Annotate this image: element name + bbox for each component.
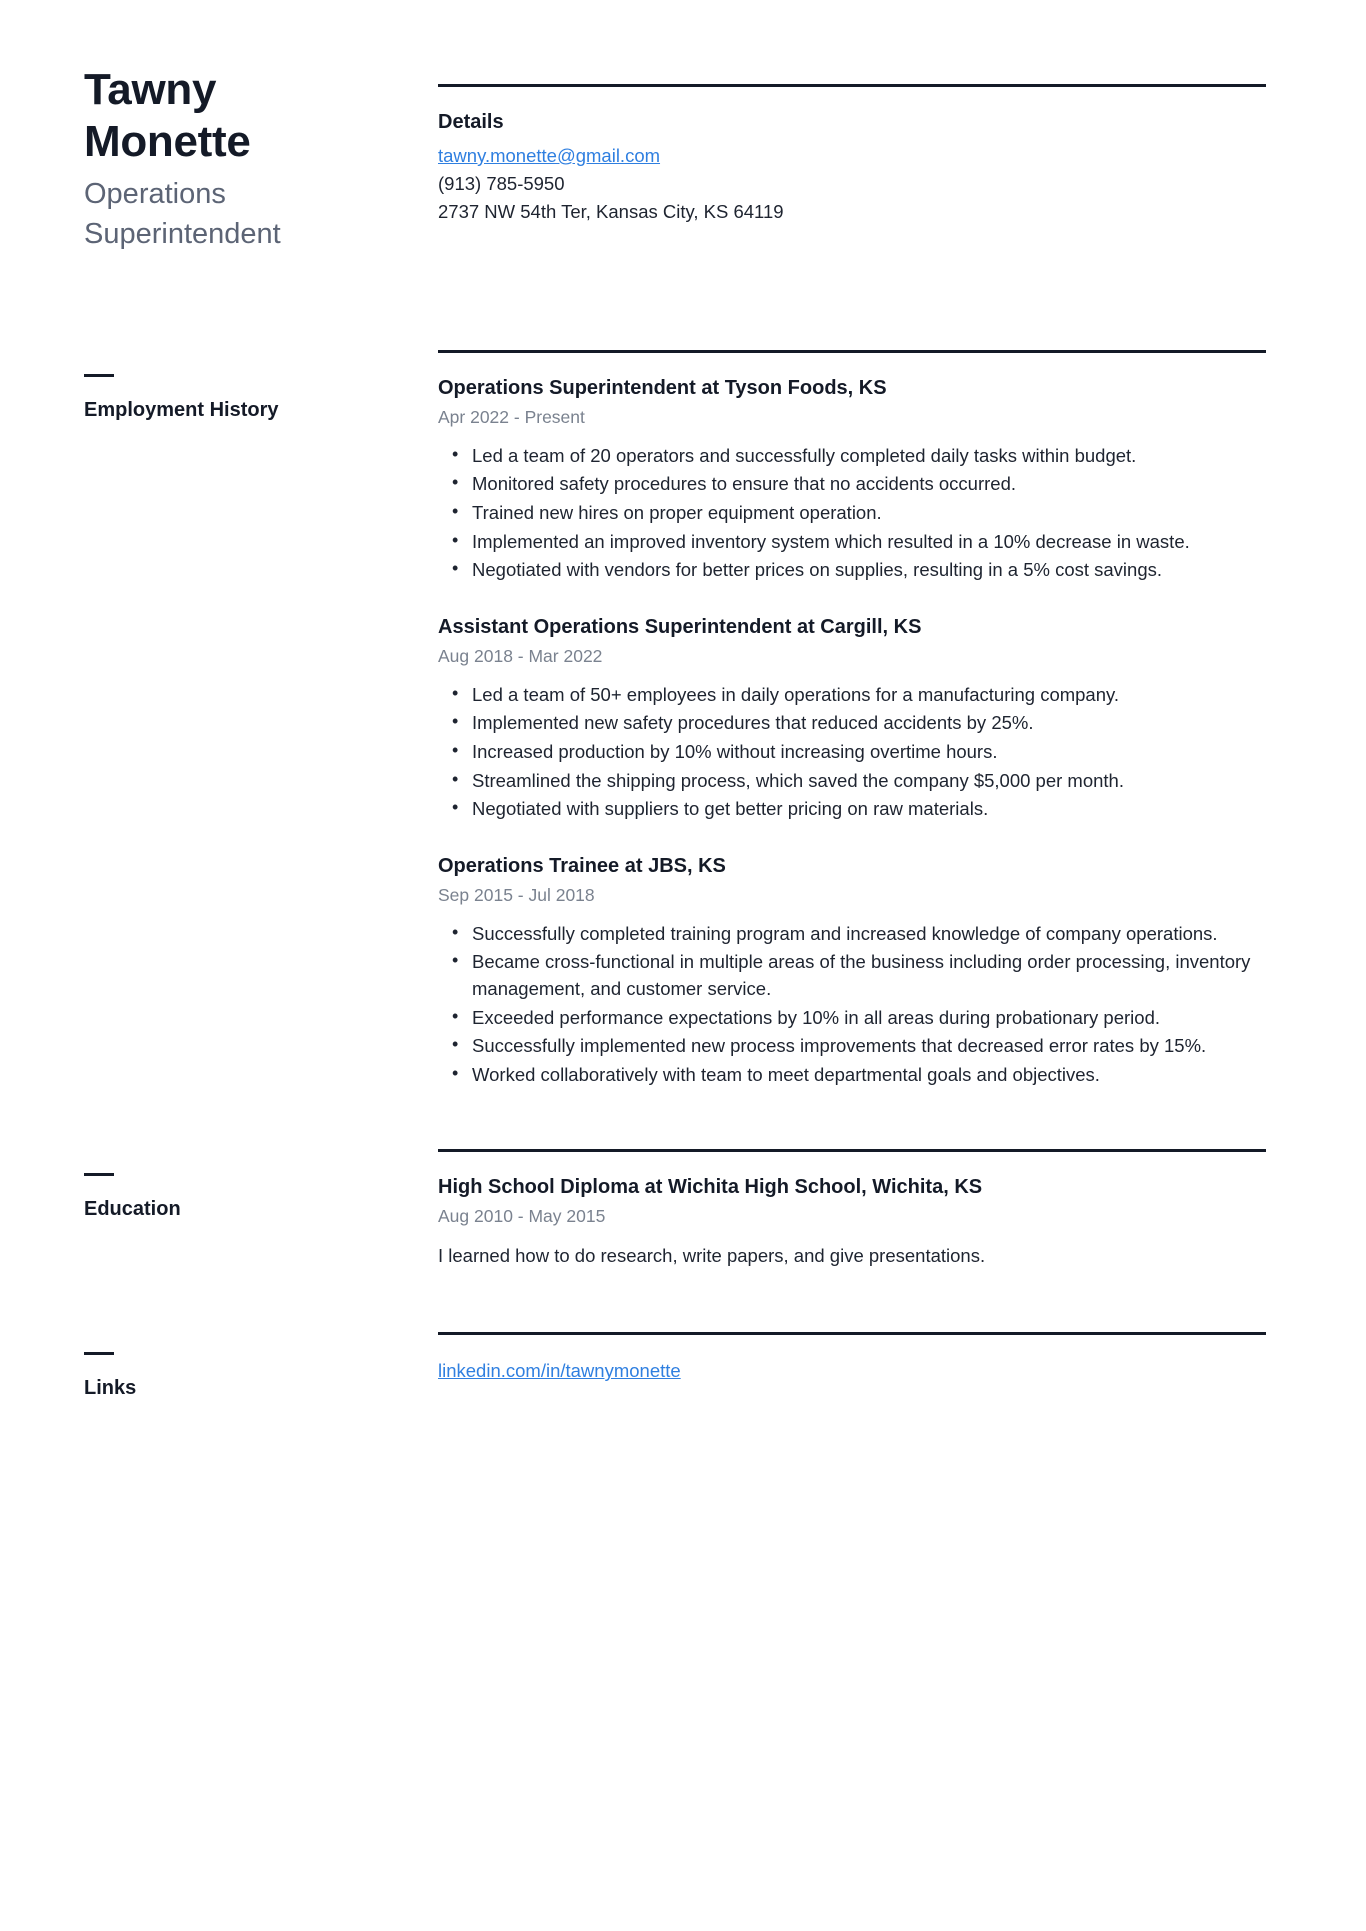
employment-entry — [438, 853, 1266, 1089]
employment-bullet-list — [438, 921, 1266, 1089]
education-section — [438, 1149, 1266, 1271]
sidebar-employment-block — [84, 370, 414, 423]
list-item: • Negotiated with suppliers to get better pricing on raw materials. — [472, 796, 1266, 823]
employment-section — [438, 350, 1266, 1091]
links-row — [84, 1270, 1266, 1401]
list-item: • Successfully implemented new process improvements that decreased error rates by 15%. — [472, 1033, 1266, 1060]
employment-entry-date: Aug 2018 - Mar 2022 — [438, 646, 603, 667]
education-row — [84, 1091, 1266, 1271]
education-entry — [438, 1174, 1266, 1271]
header-name-block — [84, 64, 438, 254]
email-link[interactable]: tawny.monette@gmail.com — [438, 145, 661, 166]
list-item: • Streamlined the shipping process, which saved the company $5,000 per month. — [472, 768, 1266, 795]
list-item: • Successfully completed training program and increased knowledge of company operations. — [472, 921, 1266, 948]
list-item: • Led a team of 20 operators and successfully completed daily tasks within budget. — [472, 443, 1266, 470]
sidebar-links — [84, 1348, 438, 1401]
details-heading: Details — [438, 111, 504, 133]
list-item: • Worked collaboratively with team to meet departmental goals and objectives. — [472, 1062, 1266, 1089]
sidebar-label-links: Links — [84, 1377, 137, 1400]
dash-marker-icon — [84, 374, 114, 377]
last-name: Monette — [84, 116, 251, 166]
sidebar-label-employment: Employment History — [84, 398, 279, 421]
sidebar-education-block — [84, 1169, 414, 1222]
list-item: • Increased production by 10% without increasing overtime hours. — [472, 739, 1266, 766]
list-item: • Exceeded performance expectations by 10% in all areas during probationary period. — [472, 1005, 1266, 1032]
employment-entry-date: Apr 2022 - Present — [438, 407, 585, 428]
employment-entry-date: Sep 2015 - Jul 2018 — [438, 885, 595, 906]
sidebar-education — [84, 1169, 438, 1222]
education-divider — [438, 1149, 1266, 1152]
list-item: • Implemented an improved inventory system which resulted in a 10% decrease in waste. — [472, 529, 1266, 556]
employment-entry-title: Operations Trainee at JBS, KS — [438, 854, 726, 877]
links-section — [438, 1332, 1266, 1385]
dash-marker-icon — [84, 1352, 114, 1355]
education-entry-title: High School Diploma at Wichita High School, Wichita, KS — [438, 1175, 983, 1198]
page-title — [84, 64, 414, 168]
employment-entry — [438, 614, 1266, 823]
employment-entry-title: Assistant Operations Superintendent at Cargill, KS — [438, 615, 922, 638]
employment-bullet-list — [438, 443, 1266, 584]
list-item: • Monitored safety procedures to ensure that no accidents occurred. — [472, 471, 1266, 498]
details-divider — [438, 84, 1266, 87]
details-section — [438, 84, 1266, 226]
header-row — [84, 64, 1266, 254]
job-subtitle-line2: Superintendent — [84, 217, 281, 250]
list-item: • Trained new hires on proper equipment operation. — [472, 500, 1266, 527]
details-email-row — [438, 142, 1266, 170]
links-divider — [438, 1332, 1266, 1335]
employment-divider — [438, 350, 1266, 353]
list-item: • Became cross-functional in multiple areas of the business including order processing, inventory management, and customer service. — [472, 949, 1266, 1002]
sidebar-links-block — [84, 1348, 414, 1401]
address-text: 2737 NW 54th Ter, Kansas City, KS 64119 — [438, 201, 784, 223]
education-entry-date: Aug 2010 - May 2015 — [438, 1205, 606, 1226]
employment-bullet-list — [438, 682, 1266, 823]
list-item: • Led a team of 50+ employees in daily operations for a manufacturing company. — [472, 682, 1266, 709]
job-subtitle-line1: Operations — [84, 177, 226, 210]
dash-marker-icon — [84, 1173, 114, 1176]
list-item: • Negotiated with vendors for better prices on supplies, resulting in a 5% cost savings. — [472, 557, 1266, 584]
employment-entry — [438, 375, 1266, 584]
list-item: • Implemented new safety procedures that reduced accidents by 25%. — [472, 710, 1266, 737]
job-subtitle — [84, 174, 414, 254]
linkedin-link[interactable]: linkedin.com/in/tawnymonette — [438, 1360, 681, 1382]
sidebar-label-education: Education — [84, 1197, 181, 1220]
employment-row — [84, 254, 1266, 1091]
education-entry-description: I learned how to do research, write papers, and give presentations. — [438, 1245, 986, 1267]
phone-text: (913) 785-5950 — [438, 173, 565, 195]
employment-entry-title: Operations Superintendent at Tyson Foods, KS — [438, 376, 887, 399]
sidebar-employment — [84, 370, 438, 423]
first-name: Tawny — [84, 65, 217, 114]
